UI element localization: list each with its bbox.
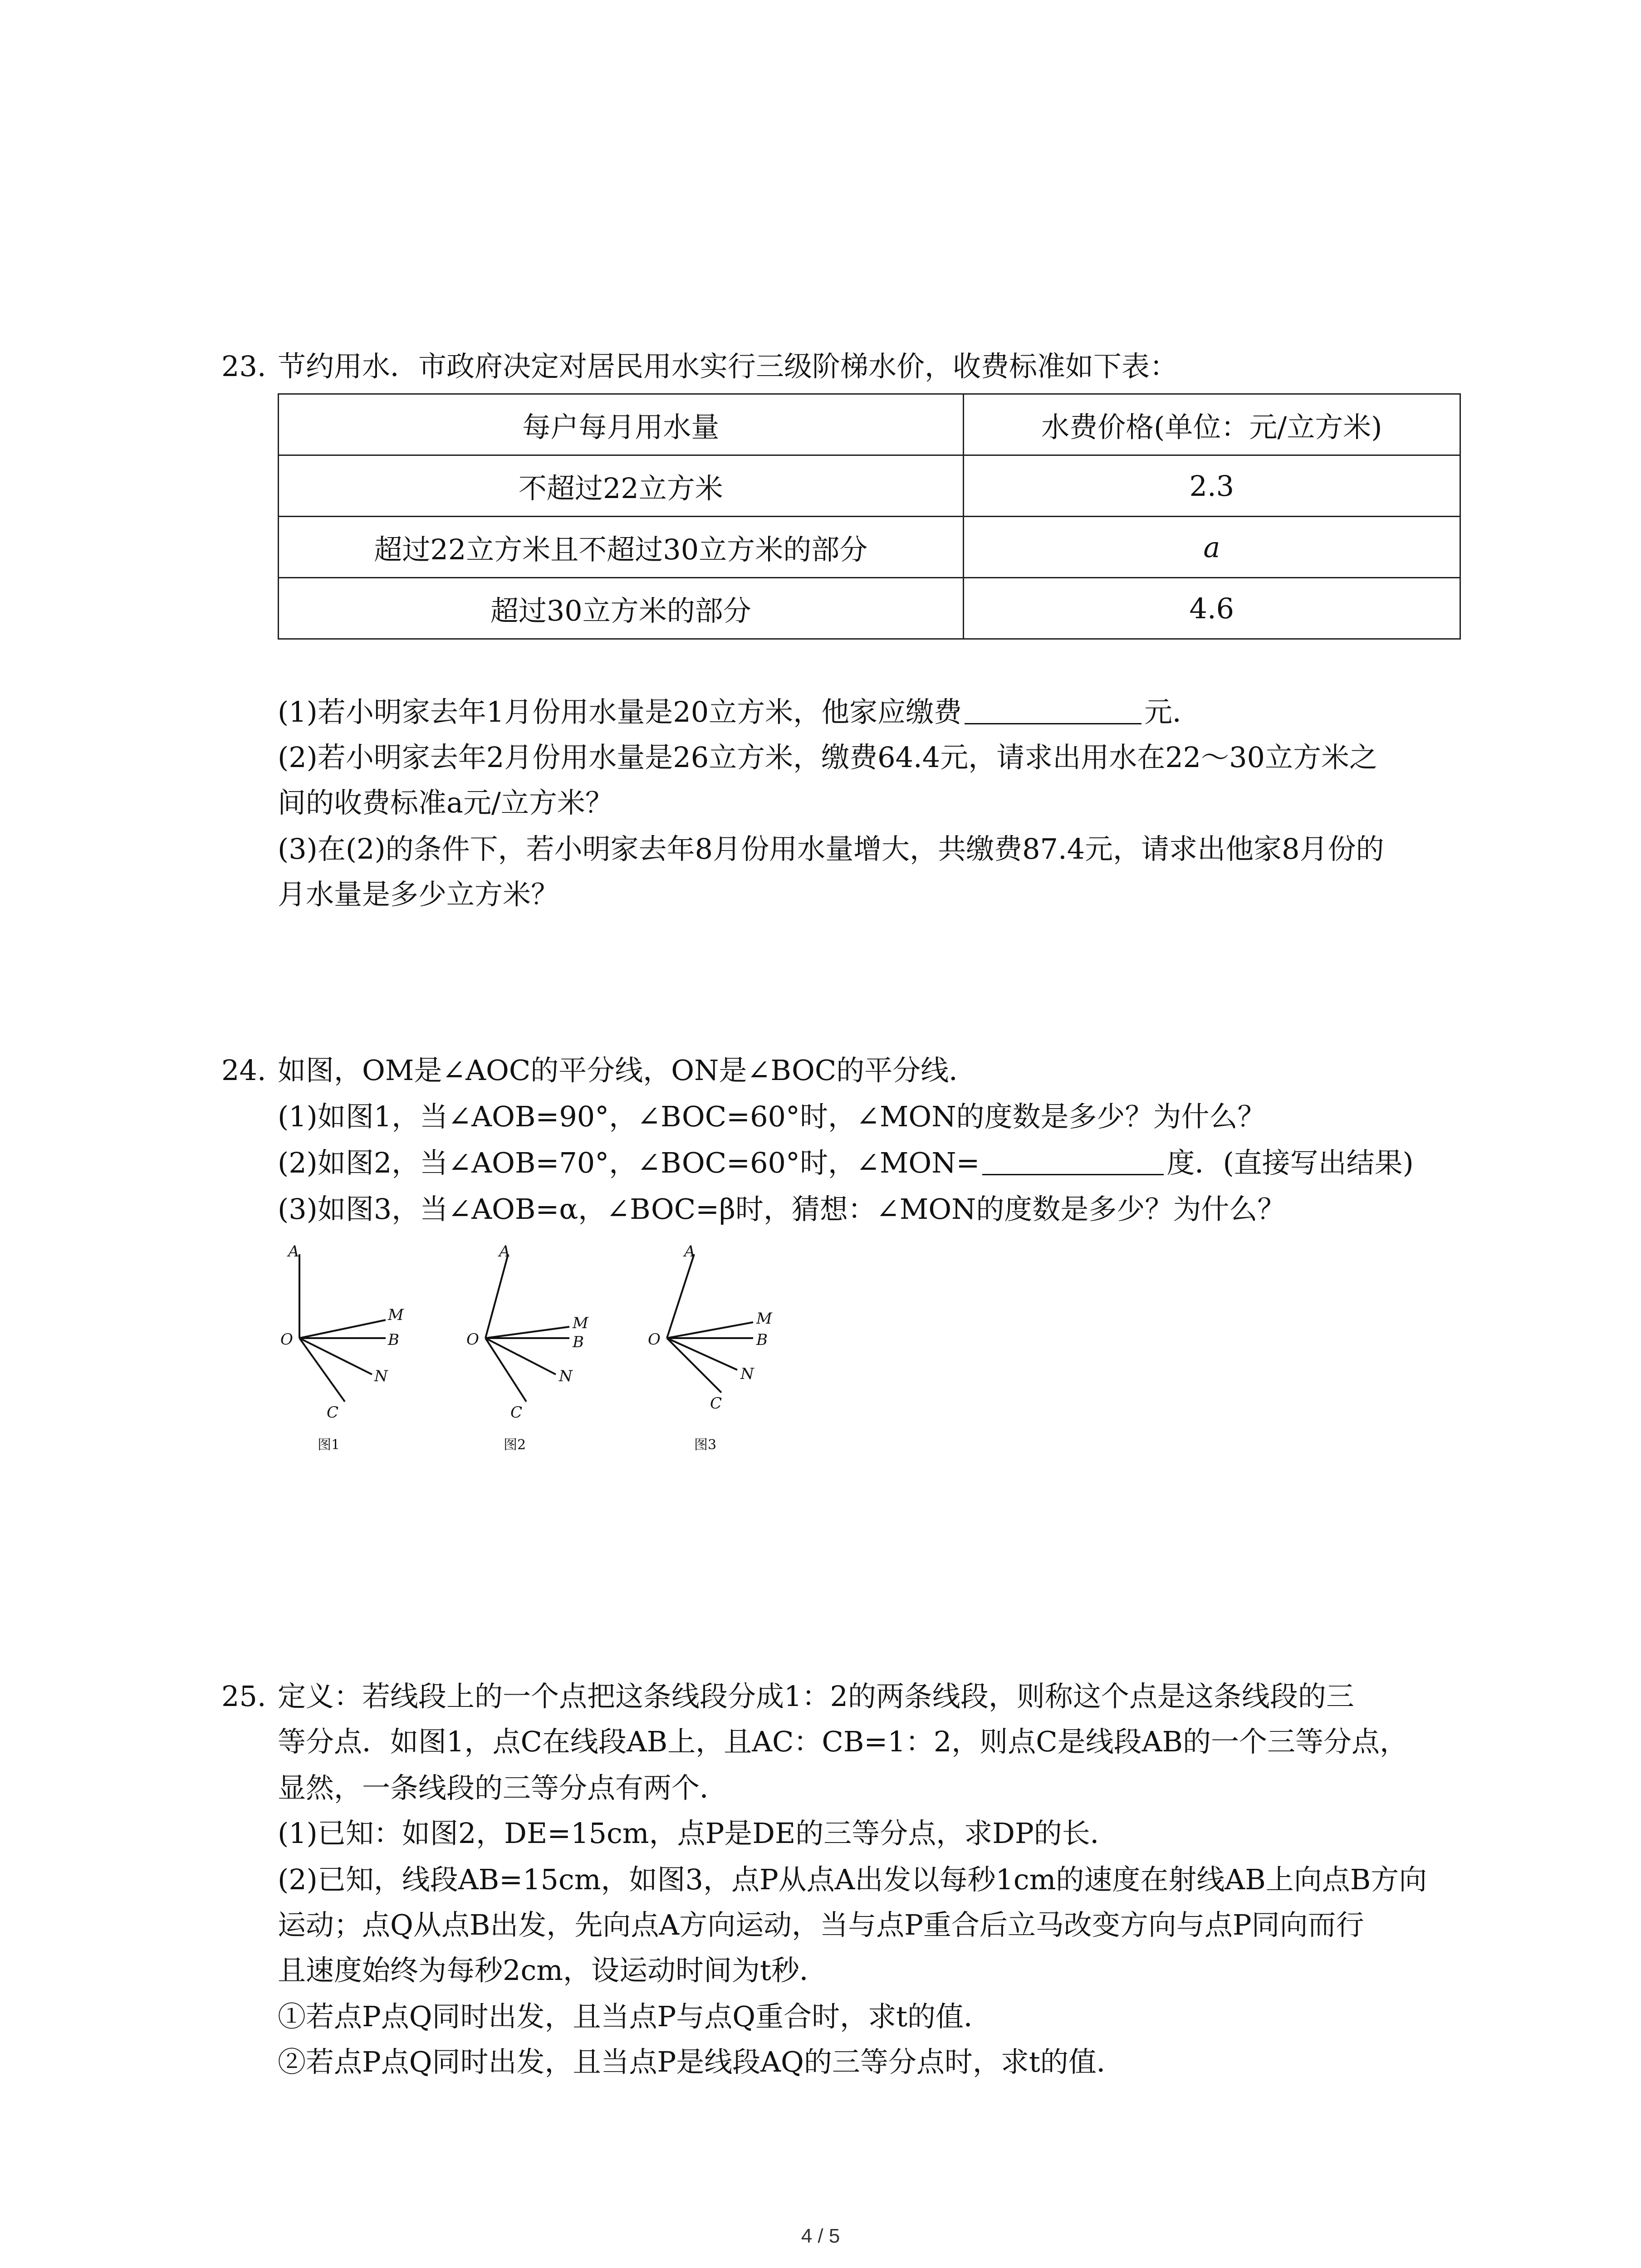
label-O: O [466,1330,479,1349]
label-N: N [559,1367,573,1385]
label-A: A [499,1243,510,1261]
figure-caption: 图2 [504,1437,526,1453]
label-N: N [740,1365,754,1383]
figure-caption: 图1 [318,1437,340,1453]
table-header-cell: 每户每月用水量 [279,394,964,455]
label-N: N [374,1367,388,1385]
answer-blank [965,696,1141,724]
table-cell: 2.3 [963,455,1460,517]
q25-line: 等分点．如图1，点C在线段AB上，且AC：CB=1：2，则点C是线段AB的一个三等分点， [278,1725,1408,1758]
label-M: M [756,1310,772,1328]
q25-line: 定义：若线段上的一个点把这条线段分成1：2的两条线段，则称这个点是这条线段的三 [278,1680,1354,1713]
q23-part1 [278,694,1200,730]
table-cell: 超过22立方米且不超过30立方米的部分 [279,517,964,578]
q24-part2-suffix: 度．(直接写出结果) [1166,1146,1414,1179]
q25-line: (2)已知，线段AB=15cm，如图3，点P从点A出发以每秒1cm的速度在射线AB上向点B方向 [278,1863,1427,1896]
figure-caption: 图3 [694,1437,717,1453]
label-A: A [684,1243,696,1261]
label-M: M [573,1314,588,1332]
table-cell: a [963,517,1460,578]
label-C: C [510,1403,523,1422]
answer-blank [982,1147,1164,1175]
q23-part3-line1: (3)在(2)的条件下，若小明家去年8月份用水量增大，共缴费87.4元，请求出他家8月份的 [278,832,1384,865]
q24-number: 24. [221,1054,266,1087]
table-cell: 不超过22立方米 [279,455,964,517]
q25-line: ②若点P点Q同时出发，且当点P是线段AQ的三等分点时，求t的值． [278,2045,1125,2078]
q24-intro: 如图，OM是∠AOC的平分线，ON是∠BOC的平分线． [278,1054,977,1087]
page-number: 4 / 5 [801,2225,840,2247]
q25-line: ①若点P点Q同时出发，且当点P与点Q重合时，求t的值． [278,2000,992,2033]
q23-part2-line1: (2)若小明家去年2月份用水量是26立方米，缴费64.4元，请求出用水在22～30立方米之 [278,741,1377,774]
label-B: B [388,1331,399,1349]
q24-part2 [278,1145,1414,1181]
q25-line: (1)已知：如图2，DE=15cm，点P是DE的三等分点，求DP的长． [278,1817,1118,1850]
table-cell: 4.6 [963,578,1460,639]
angle-figures [272,1243,817,1479]
q23-part1-text: (1)若小明家去年1月份用水量是20立方米，他家应缴费 [278,695,962,728]
table-header-row [279,394,1460,455]
label-O: O [280,1330,293,1349]
label-O: O [648,1330,661,1349]
label-C: C [327,1403,339,1422]
water-fee-table [278,393,1461,640]
q23-number: 23. [221,350,266,383]
q25-number: 25. [221,1680,266,1713]
q23-intro: 节约用水．市政府决定对居民用水实行三级阶梯水价，收费标准如下表： [278,350,1178,383]
q25-line: 运动；点Q从点B出发，先向点A方向运动，当与点P重合后立马改变方向与点P同向而行 [278,1908,1364,1941]
q23-part2-line2: 间的收费标准a元/立方米？ [278,786,613,819]
label-B: B [756,1331,768,1349]
table-cell: 超过30立方米的部分 [279,578,964,639]
q23-part3-line2: 月水量是多少立方米？ [278,878,559,911]
label-C: C [710,1394,722,1413]
figure-2 [466,1243,589,1453]
figure-3 [648,1243,773,1453]
table-header-cell: 水费价格(单位：元/立方米) [963,394,1460,455]
q24-part2-text: (2)如图2，当∠AOB=70°，∠BOC=60°时，∠MON= [278,1146,980,1179]
label-M: M [388,1306,404,1324]
table-row [279,455,1460,517]
table-row [279,578,1460,639]
label-B: B [573,1333,584,1351]
q24-part1: (1)如图1，当∠AOB=90°，∠BOC=60°时，∠MON的度数是多少？为什么？ [278,1100,1266,1133]
q25-line: 且速度始终为每秒2cm，设运动时间为t秒． [278,1954,828,1987]
q24-part3: (3)如图3，当∠AOB=α，∠BOC=β时，猜想：∠MON的度数是多少？为什么？ [278,1193,1286,1226]
q25-line: 显然，一条线段的三等分点有两个． [278,1771,728,1804]
q23-part1-unit: 元． [1144,695,1201,728]
figure-1 [280,1243,404,1453]
label-A: A [288,1243,299,1261]
table-row [279,517,1460,578]
